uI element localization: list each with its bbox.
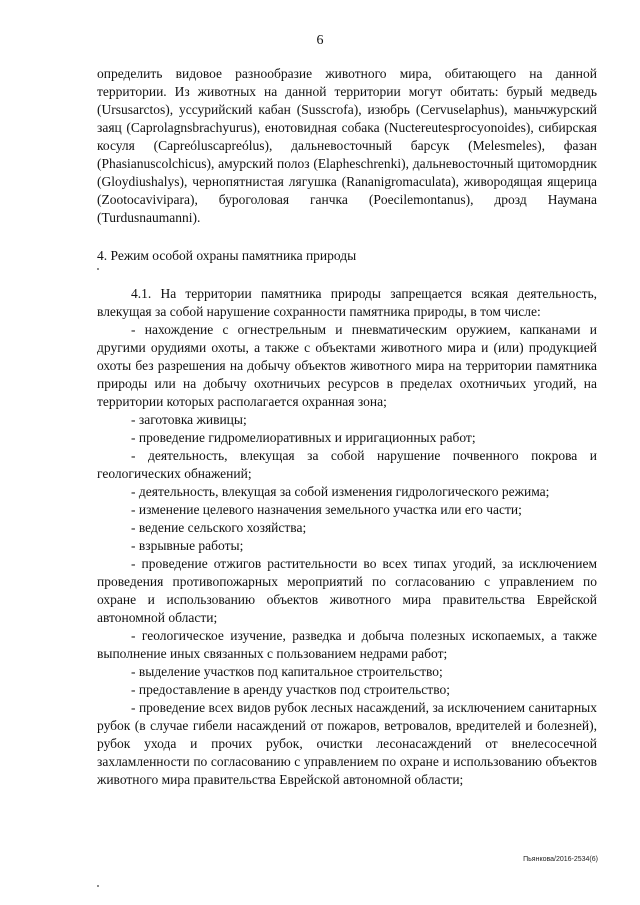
list-item: - выделение участков под капитальное строительство; bbox=[131, 664, 443, 679]
footer-code: Пьянкова/2016-2534(6) bbox=[523, 856, 598, 863]
scan-speck bbox=[97, 885, 99, 887]
page-number: 6 bbox=[316, 33, 324, 48]
list-item: - деятельность, влекущая за собой изменения гидрологического режима; bbox=[131, 484, 550, 499]
paragraph-fauna: определить видовое разнообразие животного мира, обитающего на данной территории. Из животных на данной территории могут обитать: бурый медведь (Ursusarctos), уссурийский кабан (Susscrofa), изюбрь (Cervuselaphus), маньчжурский заяц (Caprolagnsbrachyurus), енотовидная собака (Nuctereutesprocyonoides), сибирская косуля (Capreóluscapreólus), дальневосточный барсук (Melesmeles), фазан (Phasianuscolchicus), амурский полоз (Elapheschrenki), дальневосточный щитомордник (Gloydiushalys), чернопятнистая лягушка (Ranаnigromaculata), живородящая ящерица (Zootocavivipara), буроголовая ганчка (Poecilemontanus), дрозд Наумана (Turdusnaumanni). bbox=[97, 66, 597, 225]
list-item: - изменение целевого назначения земельного участка или его части; bbox=[131, 502, 522, 517]
list-item: - проведение отжигов растительности во всех типах угодий, за исключением проведения противопожарных мероприятий по согласованию с управлением по охране и использованию объектов животного мира правительства Еврейской автономной области; bbox=[97, 556, 597, 625]
list-item: - деятельность, влекущая за собой нарушение почвенного покрова и геологических обнажений; bbox=[97, 448, 597, 481]
list-item: - предоставление в аренду участков под строительство; bbox=[131, 682, 450, 697]
list-item: - геологическое изучение, разведка и добыча полезных ископаемых, а также выполнение иных связанных с пользованием недрами работ; bbox=[97, 628, 597, 661]
list-item: - ведение сельского хозяйства; bbox=[131, 520, 307, 535]
list-item: - заготовка живицы; bbox=[131, 412, 247, 427]
document-body bbox=[97, 65, 597, 789]
list-item: - проведение гидромелиоративных и ирригационных работ; bbox=[131, 430, 476, 445]
section-heading: 4. Режим особой охраны памятника природы bbox=[97, 248, 357, 263]
list-item: - взрывные работы; bbox=[131, 538, 244, 553]
paragraph-intro: 4.1. На территории памятника природы запрещается всякая деятельность, влекущая за собой нарушение сохранности памятника природы, в том числе: bbox=[97, 286, 597, 319]
scan-speck bbox=[97, 268, 99, 270]
list-item: - нахождение с огнестрельным и пневматическим оружием, капканами и другими орудиями охоты, а также с объектами животного мира и (или) продукцией охоты без разрешения на добычу объектов животного мира на территории памятника природы или на добычу охотничьих ресурсов в пределах охотничьих угодий, на территории которых располагается охранная зона; bbox=[97, 322, 597, 409]
list-item: - проведение всех видов рубок лесных насаждений, за исключением санитарных рубок (в случае гибели насаждений от пожаров, ветровалов, вредителей и болезней), рубок ухода и прочих рубок, очистки лесонасаждений от внелесосечной захламленности по согласованию с управлением по охране и использованию объектов животного мира правительства Еврейской автономной области; bbox=[97, 700, 597, 787]
